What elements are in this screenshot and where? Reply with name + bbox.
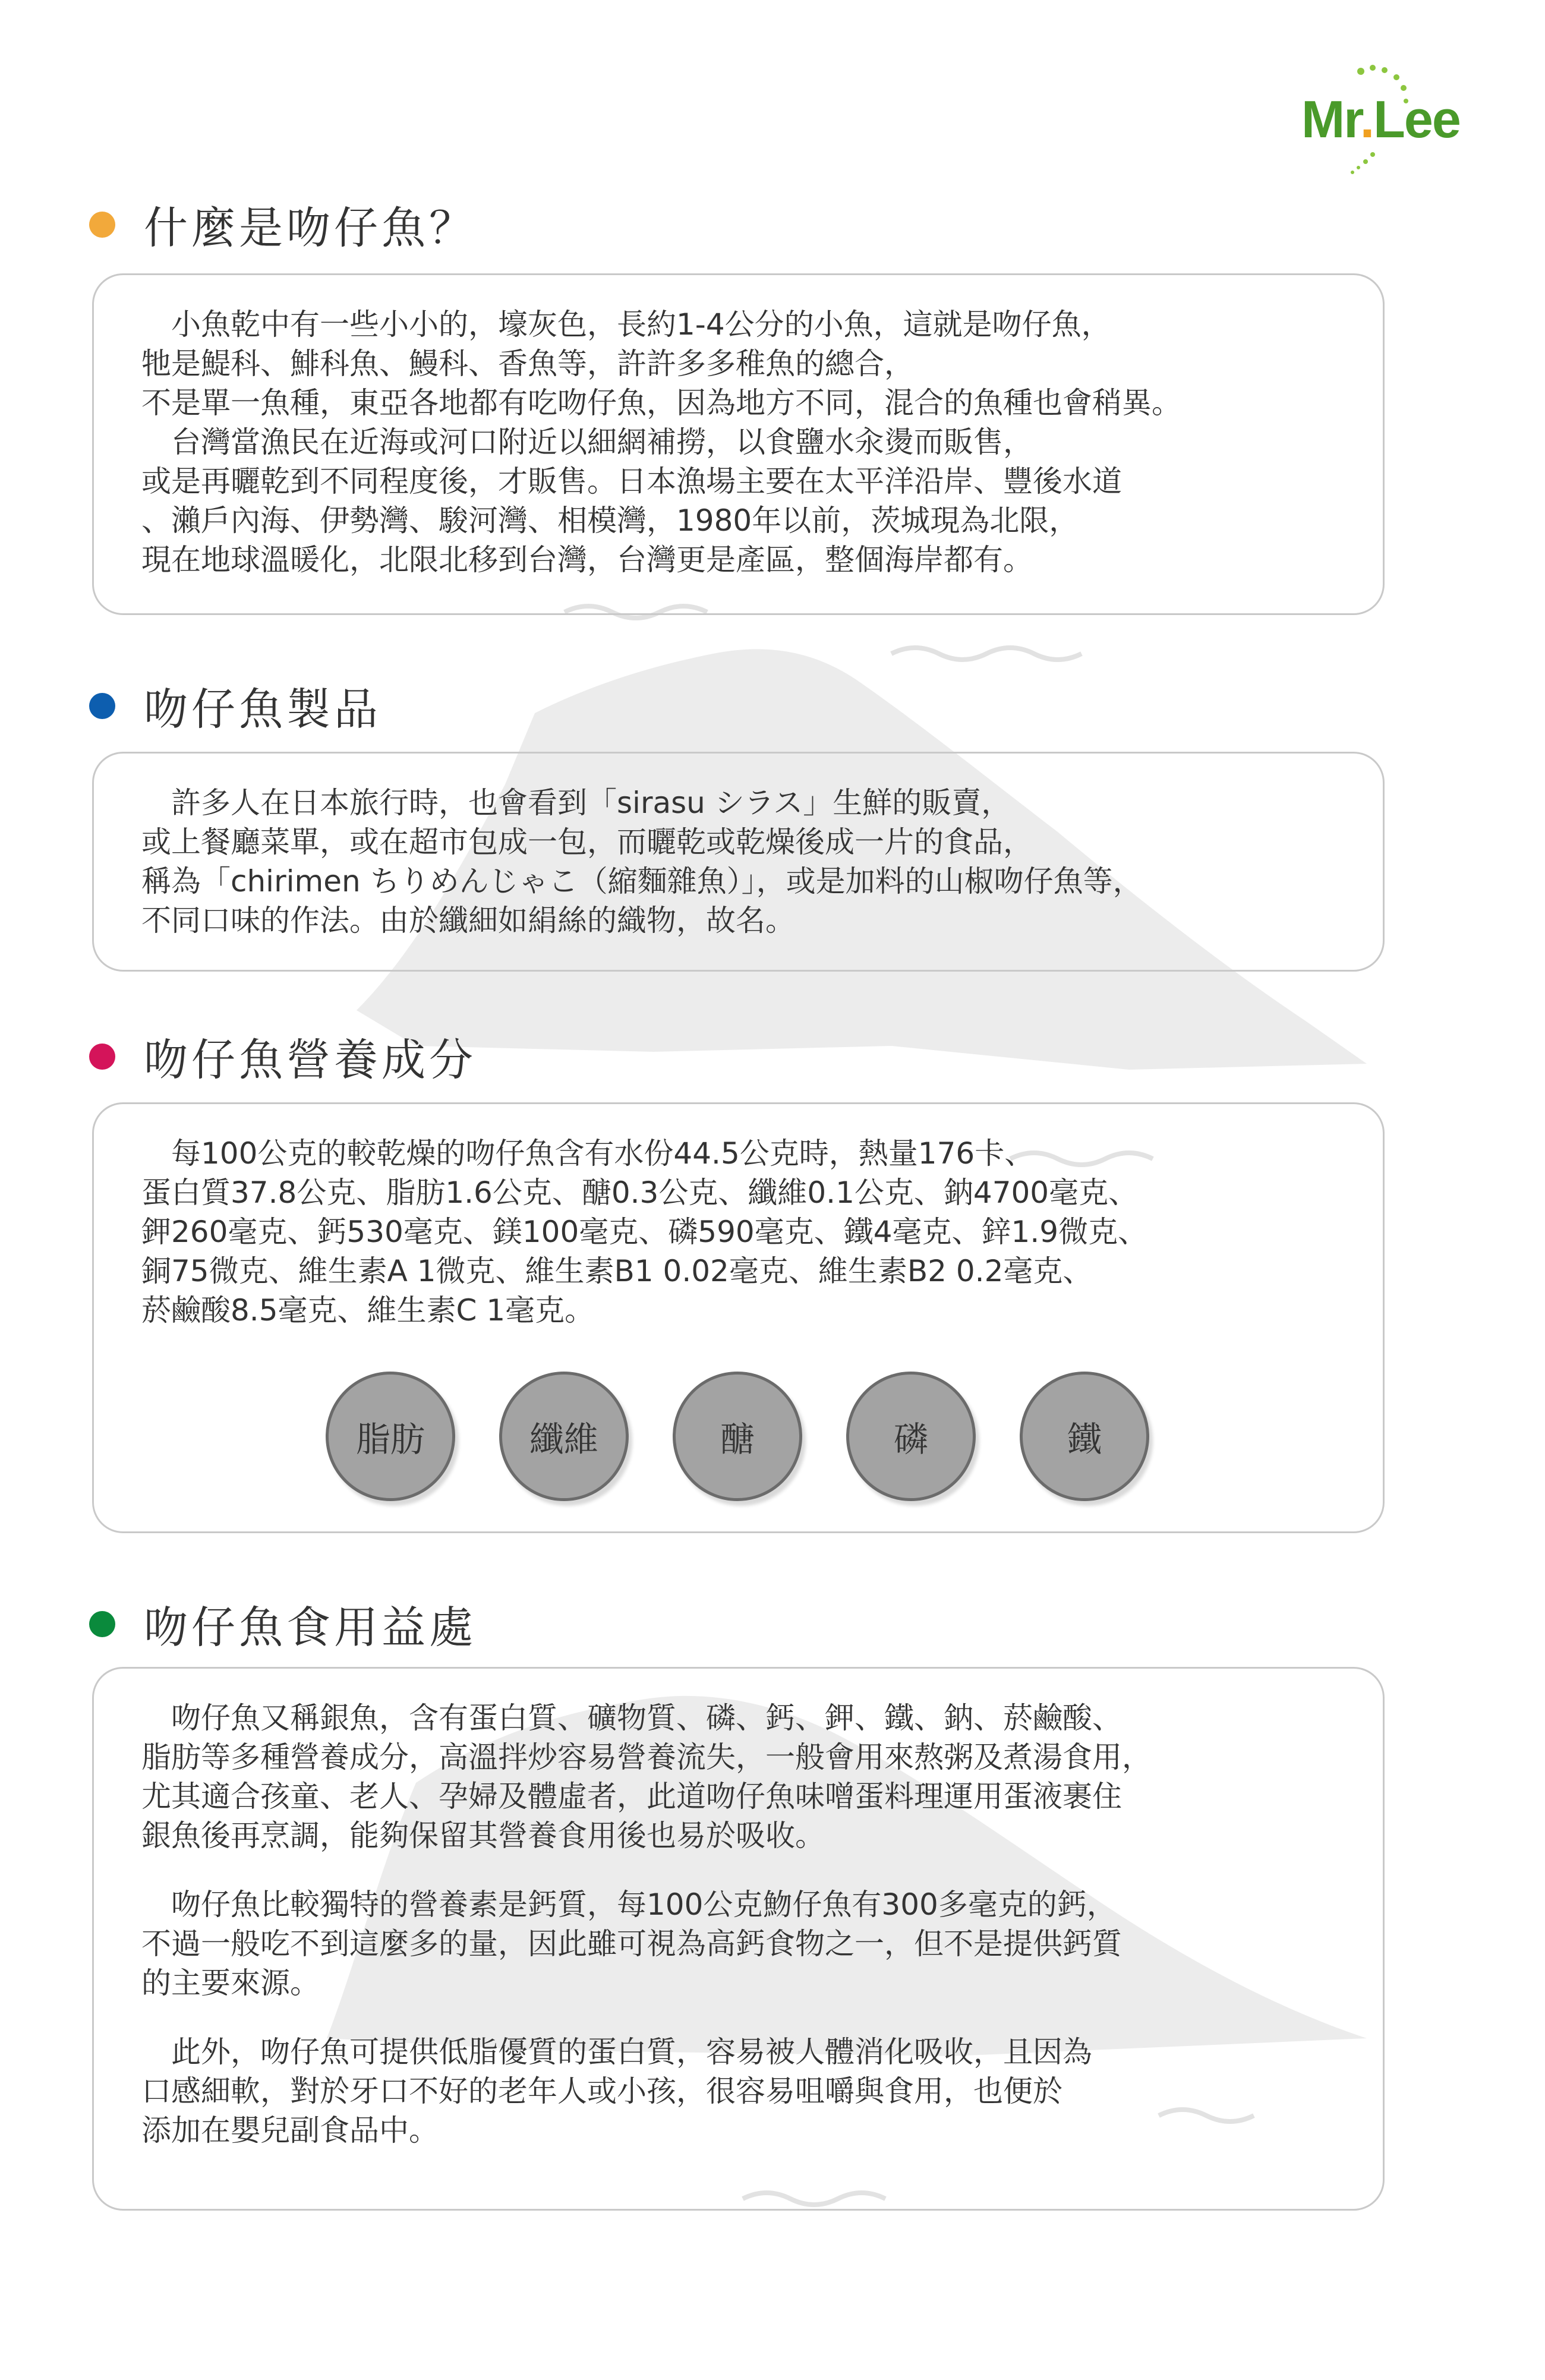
- paragraph: 吻仔魚比較獨特的營養素是鈣質，每100公克魩仔魚有300多毫克的鈣， 不過一般吃不到這麼多的量，因此雖可視為高鈣食物之一，但不是提供鈣質 的主要來源。: [141, 1887, 1122, 2000]
- nutrient-circle-fiber: 纖維: [499, 1372, 629, 1501]
- section-title-what-is: [89, 193, 477, 256]
- nutrient-circle-sugar: 醣: [673, 1372, 802, 1501]
- section-heading: 吻仔魚製品: [144, 684, 381, 735]
- blue-bullet-icon: [89, 693, 115, 719]
- paragraph: 小魚乾中有一些小小的，壕灰色，長約1-4公分的小魚，這就是吻仔魚， 牠是鯷科、鯡科魚、鰻科、香魚等，許許多多稚魚的總合， 不是單一魚種，東亞各地都有吃吻仔魚，因為地方不同，混合的魚種也會稍異。 台灣當漁民在近海或河口附近以細網補撈，以食鹽水汆燙而販售， 或是再曬乾到不同程度後，才販售。日本漁場主要在太平洋沿岸、豐後水道 、瀨戶內海、伊勢灣、駿河灣、相模灣，1980年以前，茨城現為北限， 現在地球溫暖化，北限北移到台灣，台灣更是產區，整個海岸都有。: [141, 307, 1181, 577]
- info-box-nutrition: [92, 1102, 1385, 1533]
- logo-wordmark: Mr.Lee: [1301, 90, 1460, 149]
- nutrient-circle-fat: 脂肪: [326, 1372, 455, 1501]
- nutrient-circle-iron: 鐵: [1020, 1372, 1149, 1501]
- mr-lee-logo: [1301, 59, 1497, 178]
- section-title-benefits: [89, 1593, 477, 1656]
- paragraph: 每100公克的較乾燥的吻仔魚含有水份44.5公克時，熱量176卡、 蛋白質37.8公克、脂肪1.6公克、醣0.3公克、纖維0.1公克、鈉4700毫克、 鉀260毫克、鈣530毫克、鎂100毫克、磷590毫克、鐵4毫克、鋅1.9微克、 銅75微克、維生素A 1微克、維生素B1 0.02毫克、維生素B2 0.2毫克、 菸鹼酸8.5毫克、維生素C 1毫克。: [141, 1136, 1148, 1328]
- info-box-what-is: [92, 273, 1385, 615]
- red-bullet-icon: [89, 1044, 115, 1070]
- paragraph: 此外，吻仔魚可提供低脂優質的蛋白質，容易被人體消化吸收，且因為 口感細軟，對於牙口不好的老年人或小孩，很容易咀嚼與食用，也便於 添加在嬰兒副食品中。: [141, 2035, 1092, 2148]
- paragraph: 許多人在日本旅行時，也會看到「sirasu シラス」生鮮的販賣， 或上餐廳菜單，或在超市包成一包，而曬乾或乾燥後成一片的食品， 稱為「chirimen ちりめんじゃこ（縮麵雜魚）」，或是加料的山椒吻仔魚等， 不同口味的作法。由於纖細如絹絲的織物，故名。: [141, 786, 1143, 938]
- orange-bullet-icon: [89, 212, 115, 238]
- paragraph: 吻仔魚又稱銀魚，含有蛋白質、礦物質、磷、鈣、鉀、鐵、鈉、菸鹼酸、 脂肪等多種營養成分，高溫拌炒容易營養流失，一般會用來熬粥及煮湯食用， 尤其適合孩童、老人、孕婦及體虛者，此道吻仔魚味噌蛋料理運用蛋液裹住 銀魚後再烹調，能夠保留其營養食用後也易於吸收。: [141, 1701, 1152, 1853]
- info-box-products: [92, 752, 1385, 972]
- section-heading: 什麼是吻仔魚？: [144, 203, 477, 254]
- info-box-benefits: [92, 1667, 1385, 2211]
- nutrient-circles: [326, 1372, 1149, 1501]
- section-title-nutrition: [89, 1025, 477, 1088]
- section-heading: 吻仔魚食用益處: [144, 1602, 477, 1653]
- green-bullet-icon: [89, 1611, 115, 1637]
- section-heading: 吻仔魚營養成分: [144, 1035, 477, 1086]
- section-title-products: [89, 674, 381, 737]
- nutrient-circle-phosphorus: 磷: [846, 1372, 976, 1501]
